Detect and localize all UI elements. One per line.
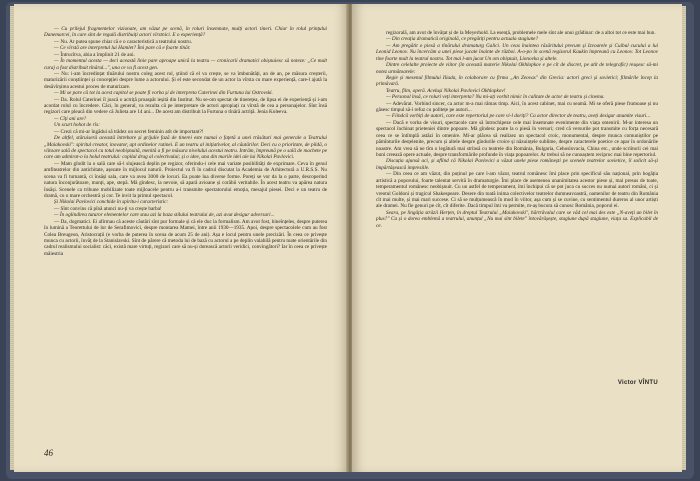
paragraph: — Din ceea ce am văzut, din puținul pe care l-am văzut, teatrul românesc îmi place prin specificul său național, prin bogăția artistică a poporului, foarte talentat servită în dramaturgie. Îmi place de asemenea unanimitatea acestor piese și, mai presus de toate, temperamentul românesc neobișnuit. Cu un astfel de temperament, îmi închipui că se pot juca cu succes nu numai autori români, ci și vreotul Goldoni și tragicul Shakespeare. Desere din toată inima colectivelor teatrelor dumneavoastră, oamenilor de teatru din România cît mai multe, și mai mari succese. Ci să se mulțumească în mod în viitor, așa cum și se cuvine, cu sentimentul dureros al unor artiști ale dramei. Nu fie genuri pe cît, cît diferite. Dacă timpul îmi va permite, m-aș bucura să cunosc România, poporul ei.: [376, 171, 658, 210]
paragraph: — Personal însă, ce roluri veți interpreta? Nu mi-ați vorbit nimic în calitate de actor de teatru și cinema.: [386, 94, 605, 101]
paragraph: — În oglindirea tuturor elementelor care stau azi la baza stilului teatrului de, azi avut desigur adversari...: [54, 212, 275, 219]
paragraph: — Crezi că mi-ar îngădui să trădez un secret feminin atît de important?!: [54, 128, 204, 135]
paragraph: — Sînt convins că pînă atunci nu-ți va crește barba!: [54, 205, 162, 212]
paragraph: — Mi se pare că tot la acest capitol se poate fi vorba și de interpreta Caterinei din Furtuna lui Ostrovski.: [54, 90, 273, 97]
paragraph: — Nu: i-am încredințat tînărului nostru coleg acest rol, știind că el va crește, se va îmbunătăți, an de an, pe măsura creșterii, maturizării conștiinței și concepției despre lume a actorului. Și el este secondat de un actor la vîrsta cu mare experiență, care-l ajută la desăvîrșirea acestui proces de maturizare.: [44, 70, 327, 90]
paragraph: De altfel, stăruiseră această întrebare și grijulie fază de tinerei este numai o fațetă a unei trăsături mai generale a Teatrului „Maiakovski": spiritul creator, inovator, apt ordinelor rutinei. E un teatru al inițiativelor, al căutărilor. Deci cu o prioritate, de pildă, o viitoare sală de spectacol cu totul neobișnuită, menită a fi pe măsura nivelului acestui teatru. Intrăm, împreună pe o sală de machete pe care am admirat-o la holul teatrului: copilul drag al colectivului; și o idee, una din marile idei ale lui Nikolai Pavlovici.: [44, 135, 327, 161]
paragraph: — Da, dogmatici. Ei afirmau că aceste căutări sînt pur formale și că ele duc la formalism. Am avut fost, bineînțeles, despre puterea în lumină a Teorettului de lor de Serafimovici, despre montarea Mamei, între anii 1930—1935. Apoi, despre spectacolele cum au fost Colea Breugeon, Aristocrații (e vorba de puterea în scena de acum 25 de ani). Așa e locul pentru unele precizări. În ceea ce privește munca cu actorii, învăț de la Stanislavski. Sînt de părere că metoda lui de bază cu actorul a pe deplin valabilă pentru toate orientările din cadrul realismului socialist: căci, există mare virtuți, regizori care să nu-și dorească actorii veridici, convingători? Iar în ceea ce privește măiestria: [44, 218, 327, 257]
paragraph: — Am pregătit o piesă a tînărului dramaturg Galici. Un ceas înaintea răsăritului precum și Izvoarele și Cuibul cucului a lui Leonid Leonov. Nu încercăm a unei piese jucate înainte de război. A-o-po în scenă regizorul Kaukin împreună cu Leonov. Tot Leonov tine foarte mult la teatrul nostru. Tot mai l-am jucat Un om obișnuit, Lionovka și altele.: [376, 42, 658, 62]
paragraph: Seara, pe lingăția străzii Herțen, în dreptul Teatrului „Maiakovski", hărtrăvalul care se văd cel mai des este „N-aveți un bilet în plus?" Ca și o dorea emblemă a teatrului, anunțul „Nu mai sînt bilete" întovărășește, stagiune după stagiune, viața sa. Explicabil de ce.: [376, 209, 658, 229]
right-page: [352, 4, 682, 472]
paragraph: — Da. Rolul Caterinei îl joacă o actriță proaspăt ieșită din Institut. Nu se-om spectat de tinerețea, de lipsa ei de experiență și i-am acordat rolul cu încredere. Căci, în general, va rezulta că pe interpretare de actori apropiați ca vîrstă de cea a personajelor. Sînt însă regizori care pleacă din vedere că Julieta are 14 ani... De acest am distribuit la Furtuna o tînără actriță. Jenia Koleeva.: [44, 96, 327, 116]
paragraph: — Nu. Ar putea spune chiar că e o caracteristică a teatrului nostru.: [54, 38, 192, 45]
author-signature: Victor VÎNTU: [617, 380, 658, 386]
paragraph: Discuția ajunsă aci, și aflînd că Nikolai Pavlovici a văzut unele piese românești pe scenele teatrelor sovietice, îl solicit să-și împărtășească impresiile.: [376, 158, 658, 171]
right-page-edge: [682, 6, 686, 470]
paragraph: — Întrucîtva, abia a împlinit 21 de ani.: [54, 51, 135, 58]
right-page-text: [376, 30, 658, 229]
paragraph: — În momentul acesta — deci această linie pare aproape unică la teatru — cronicarii dramatici obișnuiesc să noteze: „Ce mult curaj a fost distribuit tînărul...", una ce va fi acest gen.: [44, 58, 327, 71]
paragraph: — Mam gîndit la o sală care să-l slujească deplin pe regizor, oferindu-i cele mai variate posibilități de exprimare. Ceva în genul amfiteatrelor din antichitate, așezate în mijlocul naturii. Proiectul va fi în cadrul discutat la Academia de Arhitectură a U.R.S.S. Nu scena va fi turnantă, ci însăși sala, care va avea 3000 de locuri. Ea poate lua diverse forme. Poreți se vor da la o parte, descoperind natura înconjurătoare, munți, ape, stepă. Mă gîndesc, la nevoie, să apară avioane și corăbii veritabile. În acest teatru va apărea natura însăși. Scenele ca tribune mobilizate toate mijloacele pentru a-i transmite spectatorului emoția, mesajul piesei. Deci e un teatru de dramă, cu o mare orchestră și cor. Te invit la primul spectacol.: [44, 160, 327, 199]
paragraph: Teatru, film, operă. Aceluși Nikolai Pavlovici Okhlopkov!: [386, 87, 506, 94]
paragraph: — Fiindcă vorbiți de autori, care este repertoriul pe care vi-l doriți? Ca actor director de teatru, aveți desigur anumite visuri...: [386, 113, 651, 120]
paragraph: — Adevărat. Vorbind sincer, ca actor m-a mai rămas timp. Aici, în acest cabinet, mai cu seamă. Mi se oferă piese frumoase și nu găsesc timpul să-i refuz cu politețe pe autori...: [376, 100, 658, 114]
paragraph: — Din creația dramatică originală, ce pregătiți pentru actuala stagiune?: [386, 36, 539, 43]
paragraph: Regie și mesenul filmului Iliada, în colaborare cu firma „An Zeovas" din Grecia: actori greci și sovietici; filmările încep la primăvară.: [376, 74, 658, 88]
paragraph: Și Nikolai Pavlovici conchide în spiritu-i caracteristic:: [54, 199, 169, 206]
paragraph: Un scurt hohot de rîs:: [54, 122, 100, 129]
left-page: [14, 4, 348, 472]
paragraph: — Dacă e vorba de visuri, spectacole care să întrochipeze cele mai însemnate evenimente din viața omenirii. M-ar interesa un spectacol închinat prieteniei dintre popoare. Mă gîndesc poate la o piesă în versuri; cred că versurile pot transmite cu forța necesară ceea ce se întîmplă astăzi în omenire. Mi-ar plăcea să realizez un spectacol croic, monumental, despre munca comuniștilor pe pămînturile desțelenite, precum și altele despre gîndurile croice și năzuințele sublime, despre caracterele poetice ce apar în ordonările noastre. Am vrea să ne tîm o legătură mai strînsă cu teatrele din România, Bulgaria, Cehoslovacia, China etc., unde scriitorii cei mai buni creează opere actuale, despre transformările profunde în viața popoarelor. Ar trebui să ne cunoaștem reciproc mai bine repertoriul.: [376, 119, 658, 159]
left-page-text: [44, 26, 327, 257]
paragraph: — Cîți ani are?: [54, 115, 87, 122]
paragraph: regizorală, am avut de învățat și de la Meyerhold. La esență, problemele mele sînt ale unui grădinar: de a altoi tot ce este mai bun.: [386, 30, 656, 36]
paragraph: — Ce vîrstă are interpretul lui Hamlet? Îmi pare că e foarte tînăr.: [54, 45, 191, 52]
page-number: 46: [44, 448, 53, 458]
paragraph: Dintre celelalte proiecte de viitor (în această materie Nikolai Okhlopkov e pe cît de discret, pe atît de telegrafic) reușesc să-mi notez următoarele:: [376, 62, 658, 75]
paragraph: — Cu prilejul fragmentelor vizionate, am văzut pe scenă, în roluri însemnate, mulți actori tineri. Chiar în rolul prințului Danemarcei, în care sînt de regulă distribuiți actori vîrstnici. E o experiență?: [44, 26, 327, 39]
